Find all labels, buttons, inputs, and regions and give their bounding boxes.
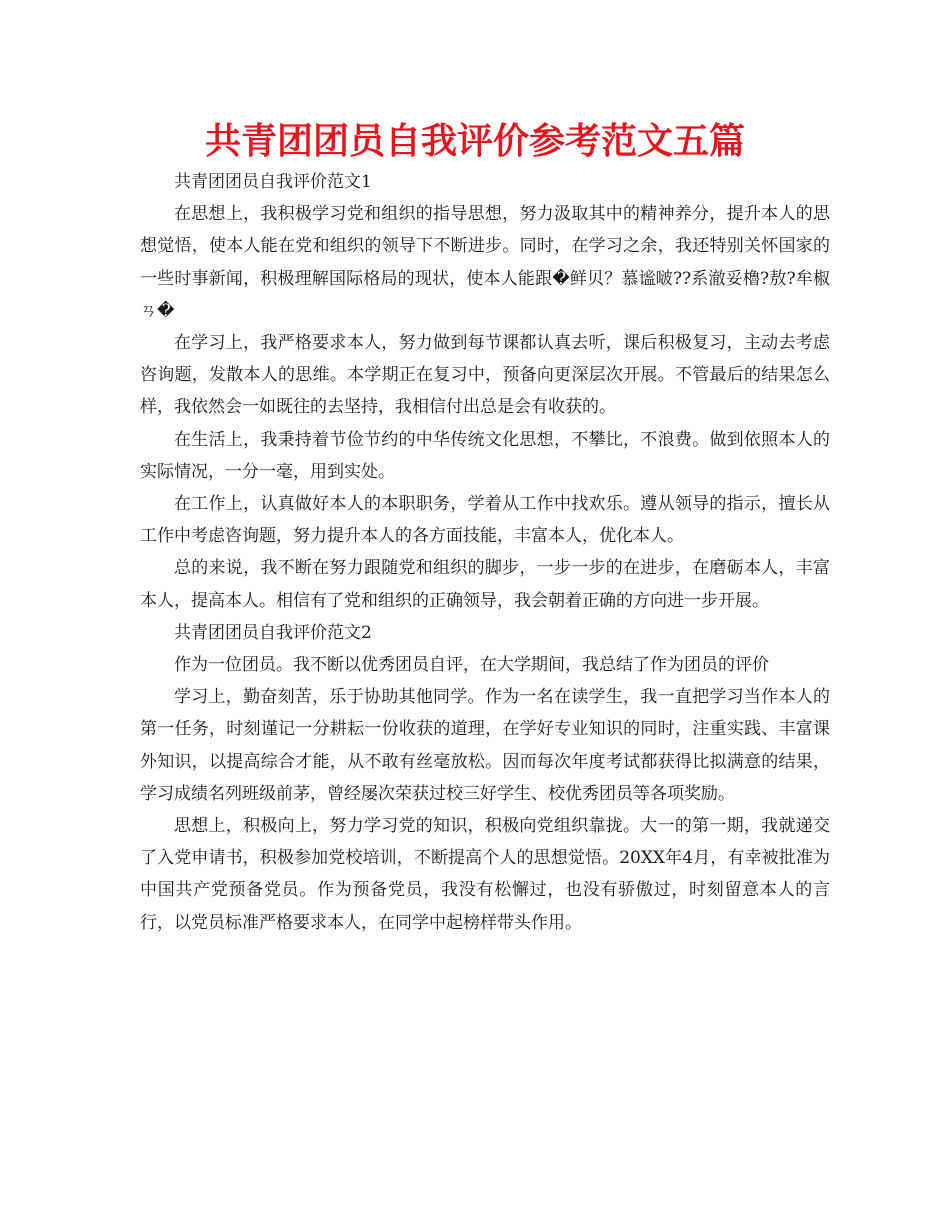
document-title: 共青团团员自我评价参考范文五篇 bbox=[204, 121, 745, 162]
document-body bbox=[140, 166, 830, 939]
paragraph: 在生活上，我秉持着节俭节约的中华传统文化思想，不攀比，不浪费。做到依照本人的实际情况，一分一毫，用到实处。 bbox=[140, 429, 830, 482]
paragraph: 学习上，勤奋刻苦，乐于协助其他同学。作为一名在读学生，我一直把学习当作本人的第一任务，时刻谨记一分耕耘一份收获的道理，在学好专业知识的同时，注重实践、丰富课外知识，以提高综合才能，从不敢有丝毫放松。因而每次年度考试都获得比拟满意的结果，学习成绩名列班级前茅，曾经屡次荣获过校三好学生、校优秀团员等各项奖励。 bbox=[140, 687, 830, 804]
paragraph: 在工作上，认真做好本人的本职职务，学着从工作中找欢乐。遵从领导的指示，擅长从工作中考虑咨询题，努力提升本人的各方面技能，丰富本人，优化本人。 bbox=[140, 494, 830, 547]
paragraph: 在学习上，我严格要求本人，努力做到每节课都认真去听，课后积极复习，主动去考虑咨询题，发散本人的思维。本学期正在复习中，预备向更深层次开展。不管最后的结果怎么样，我依然会一如既往的去坚持，我相信付出总是会有收获的。 bbox=[140, 333, 830, 418]
paragraph: 作为一位团员。我不断以优秀团员自评，在大学期间，我总结了作为团员的评价 bbox=[174, 655, 769, 676]
section-heading-1: 共青团团员自我评价范文1 bbox=[174, 172, 372, 192]
section-heading-2: 共青团团员自我评价范文2 bbox=[174, 622, 372, 643]
paragraph: 总的来说，我不断在努力跟随党和组织的脚步，一步一步的在进步，在磨砺本人，丰富本人，提高本人。相信有了党和组织的正确领导，我会朝着正确的方向进一步开展。 bbox=[140, 558, 830, 611]
paragraph: 思想上，积极向上，努力学习党的知识，积极向党组织靠拢。大一的第一期，我就递交了入党申请书，积极参加党校培训，不断提高个人的思想觉悟。20XX年4月，有幸被批准为中国共产党预备党员。作为预备党员，我没有松懈过，也没有骄傲过，时刻留意本人的言行，以党员标准严格要求本人，在同学中起榜样带头作用。 bbox=[140, 816, 830, 933]
paragraph: 在思想上，我积极学习党和组织的指导思想，努力汲取其中的精神养分，提升本人的思想觉悟，使本人能在党和组织的领导下不断进步。同时，在学习之余，我还特别关怀国家的一些时事新闻，积极理解国际格局的现状，使本人能跟�鲜贝？慕谧啵??系澈妥櫓?敖?牟椒ㄢ� bbox=[140, 204, 830, 321]
